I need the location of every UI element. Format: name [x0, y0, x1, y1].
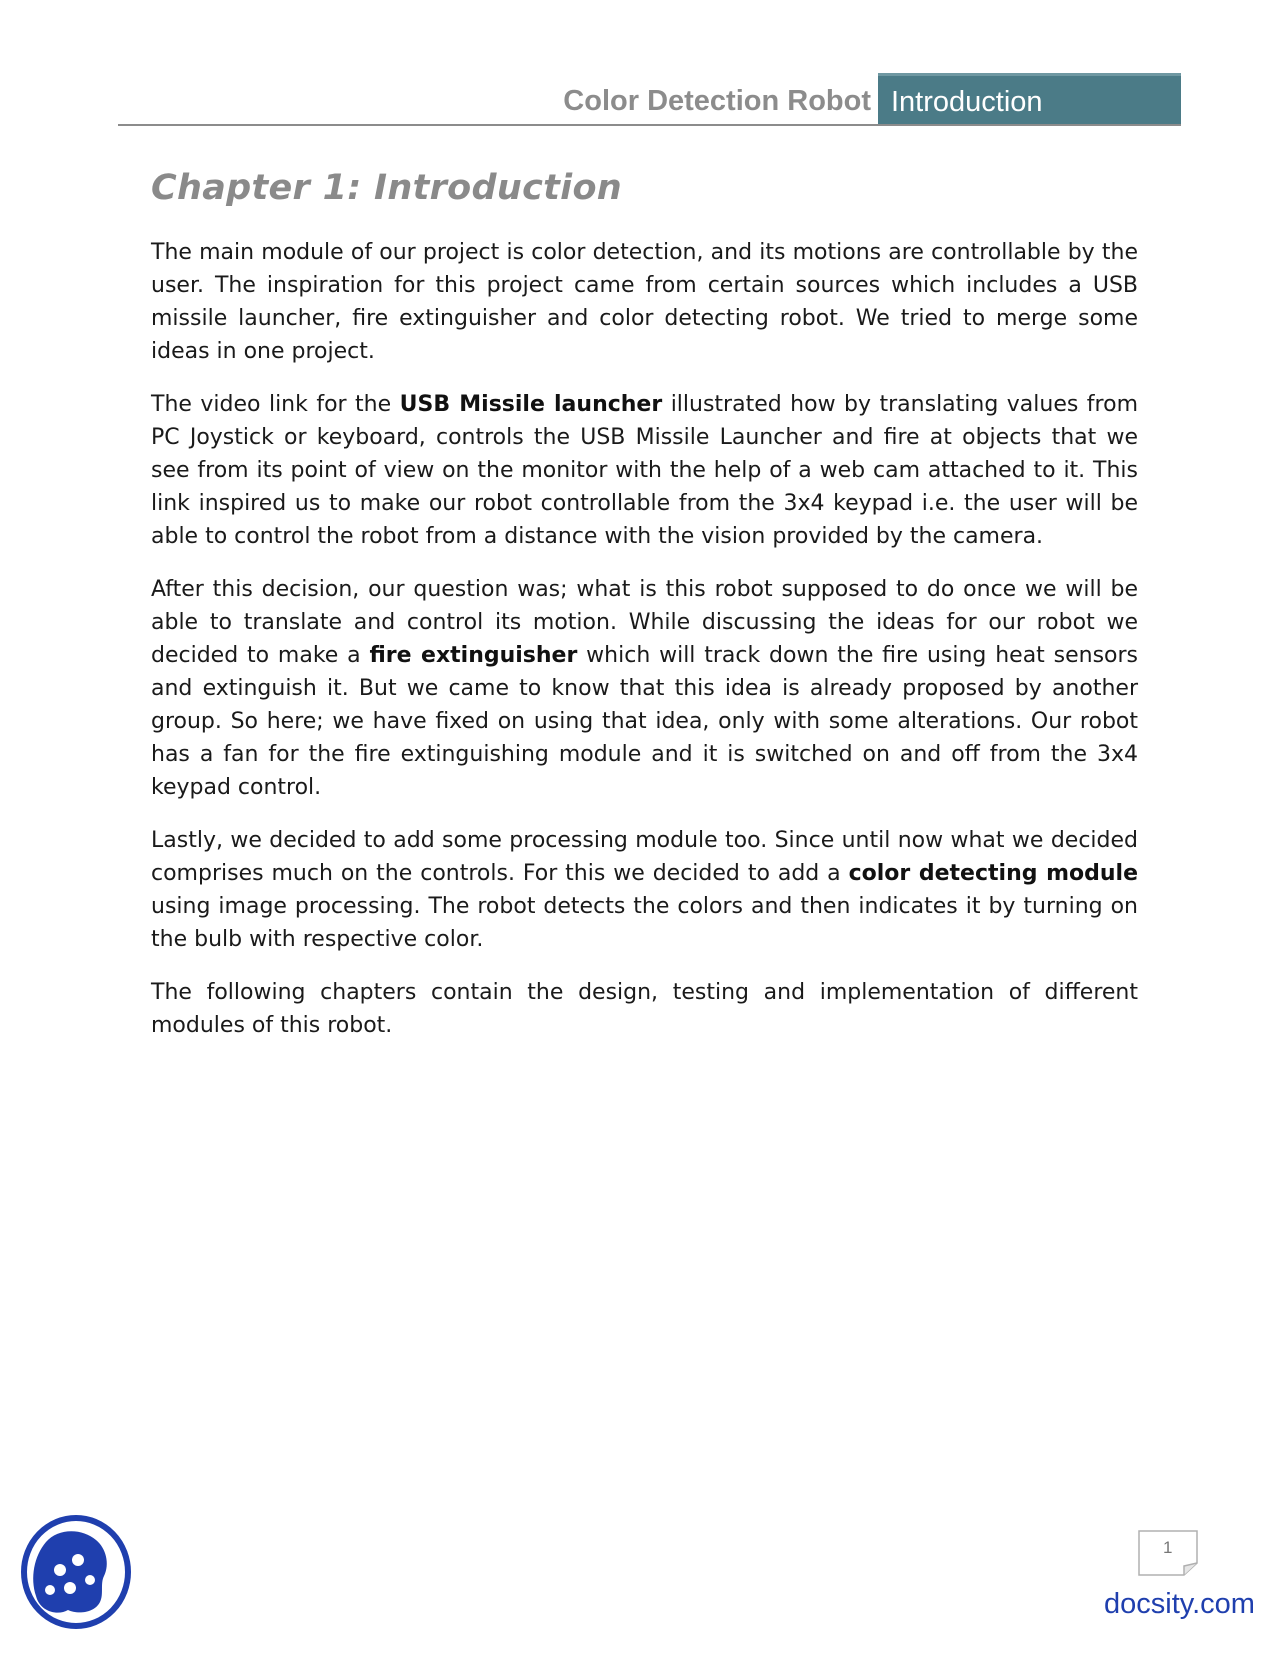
paragraph-4-text-a: Lastly, we decided to add some processing module too. Since until now what we decided comprises much on the controls. For this we decided to add a [151, 828, 1138, 886]
paragraph-5: The following chapters contain the design, testing and implementation of different modules of this robot. [151, 980, 1138, 1038]
page-header [118, 73, 1181, 126]
docsity-logo-icon [20, 1514, 132, 1632]
chapter-title: Chapter 1: Introduction [151, 168, 623, 208]
paragraph-2-text-b: illustrated how by translating values from PC Joystick or keyboard, controls the USB Missile Launcher and fire at objects that we see from its point of view on the monitor with the help of a web cam attached to it. This link inspired us to make our robot controllable from the 3x4 keypad i.e. the user will be able to control the robot from a distance with the vision provided by the camera. [151, 392, 1138, 549]
paragraph-4-bold: color detecting module [848, 861, 1138, 886]
paragraph-2 [151, 388, 1138, 553]
paragraph-3-bold: fire extinguisher [369, 643, 578, 668]
paragraph-2-text-a: The video link for the [151, 392, 400, 417]
paragraph-1: The main module of our project is color detection, and its motions are controllable by the user. The inspiration for this project came from certain sources which includes a USB missile launcher, fire extinguisher and color detecting robot. We tried to merge some ideas in one project. [151, 240, 1138, 364]
paragraph-3 [151, 573, 1138, 804]
paragraph-4-text-b: using image processing. The robot detects the colors and then indicates it by turning on the bulb with respective color. [151, 894, 1138, 952]
paragraph-2-bold: USB Missile launcher [399, 392, 663, 417]
paragraph-3-text-a: After this decision, our question was; what is this robot supposed to do once we will be able to translate and control its motion. While discussing the ideas for our robot we decided to make a [151, 577, 1138, 668]
paragraph-4 [151, 824, 1138, 956]
document-title: Color Detection Robot [563, 85, 871, 117]
docsity-watermark[interactable]: docsity.com [1104, 1588, 1255, 1620]
page-number: 1 [1163, 1538, 1173, 1557]
section-label: Introduction [878, 73, 1181, 124]
paragraph-3-text-b: which will track down the fire using heat sensors and extinguish it. But we came to know that this idea is already proposed by another group. So here; we have fixed on using that idea, only with some alterations. Our robot has a fan for the fire extinguishing module and it is switched on and off from the 3x4 keypad control. [151, 643, 1138, 800]
page-number-box [1138, 1530, 1198, 1576]
page-content [151, 168, 1138, 1062]
